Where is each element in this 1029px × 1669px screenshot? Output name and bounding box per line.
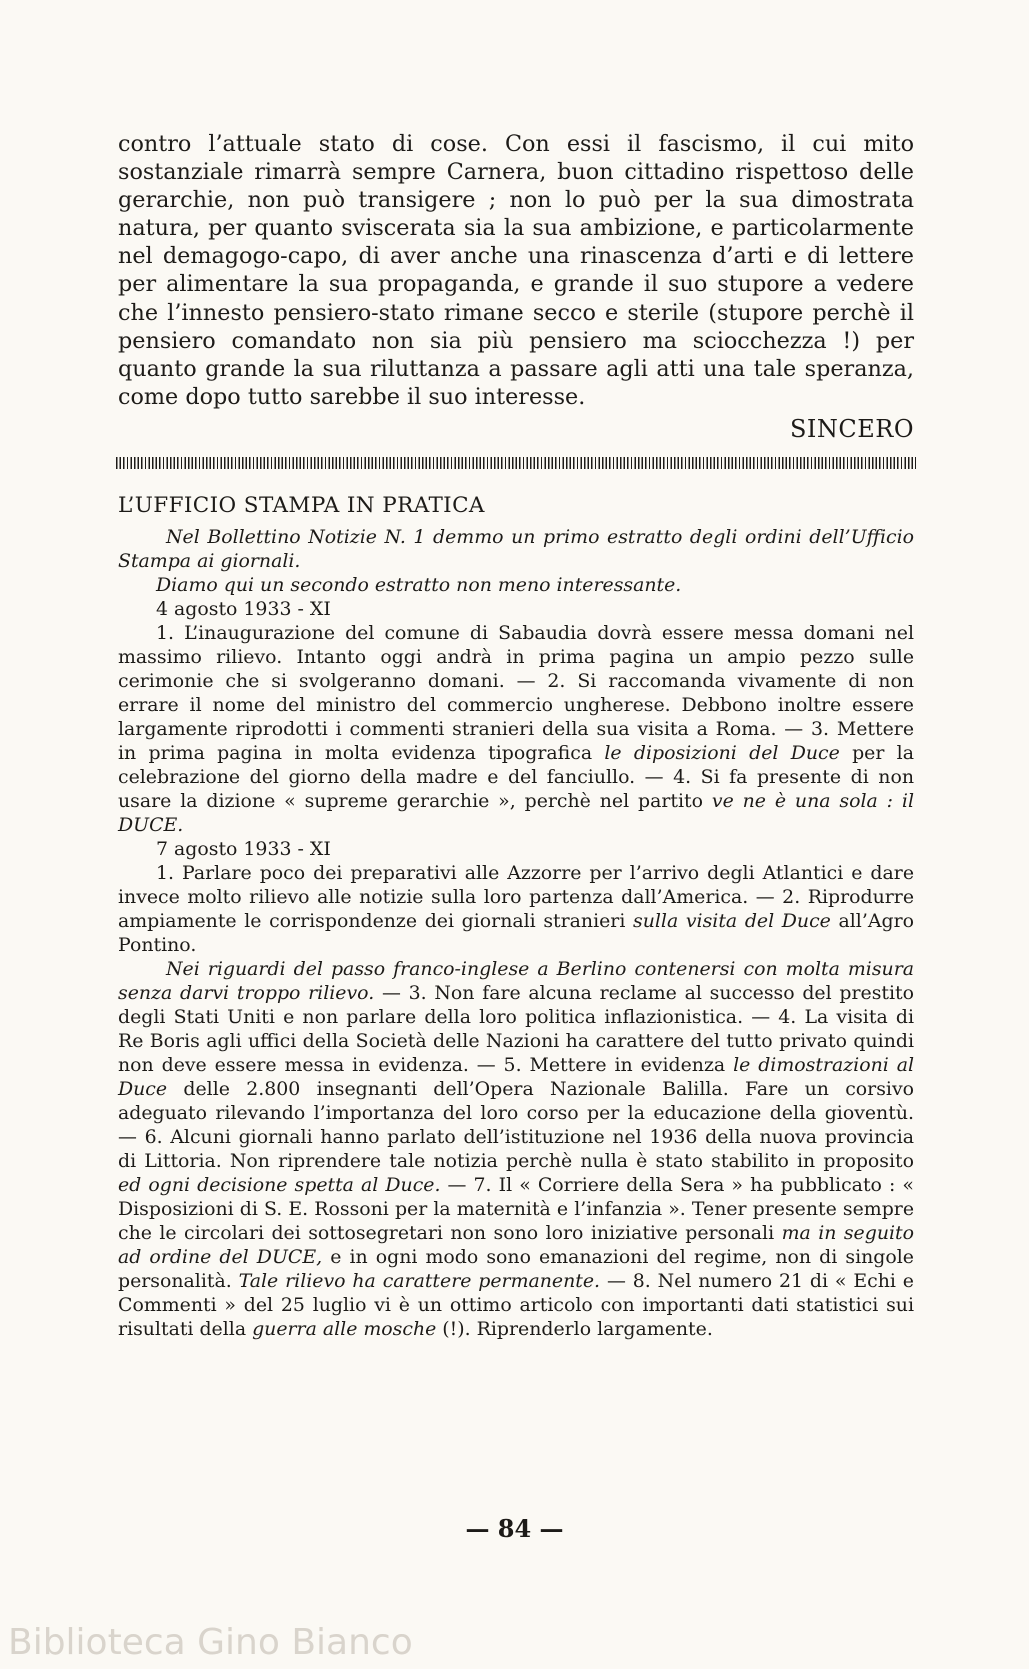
text-run: all’Agro Pontino. — [118, 909, 914, 956]
text-run: — 8. Nel numero 21 di « Echi e Commenti » del 25 luglio vi è un ottimo articolo con importanti dati statistici sui risultati della — [118, 1269, 914, 1340]
orders-block-3 — [118, 957, 914, 1341]
text-run: delle 2.800 insegnanti dell’Opera Nazionale Balilla. Fare un corsivo adeguato rilevando l’importanza del loro corso per la educazione della gioventù. — 6. Alcuni giornali hanno parlato dell’istituzione nel 1936 della nuova provincia di Littoria. Non riprendere tale notizia perchè nulla è stato stabilito in proposito — [118, 1077, 914, 1172]
italic-run: le dimostrazioni al Duce — [118, 1053, 914, 1100]
text-run: — 7. Il « Corriere della Sera » ha pubblicato : « Disposizioni di S. E. Rossoni per la maternità e l’infanzia ». Tener presente sempre che le circolari dei sottosegretari non sono loro iniziative personali — [118, 1173, 914, 1244]
italic-run: ma in seguito ad ordine del DUCE, — [118, 1221, 914, 1268]
intro-paragraph: Nel Bollettino Notizie N. 1 demmo un primo estratto degli ordini dell’Ufficio Stampa ai giornali. — [118, 525, 914, 572]
italic-run: Tale rilievo ha carattere permanente. — [238, 1269, 601, 1292]
page-body — [118, 130, 914, 1341]
text-run: per la celebrazione del giorno della madre e del fanciullo. — 4. Si fa presente di non usare la dizione « supreme gerarchie », perchè nel partito — [118, 741, 914, 812]
section-heading: L’UFFICIO STAMPA IN PRATICA — [118, 492, 485, 518]
intro-paragraph-2: Diamo qui un secondo estratto non meno interessante. — [156, 573, 682, 596]
page-number: — 84 — — [465, 1514, 564, 1543]
text-run: 1. L’inaugurazione del comune di Sabaudia dovrà essere messa domani nel massimo rilievo. Intanto oggi andrà in prima pagina un ampio pezzo sulle cerimonie che si svolgeranno domani. — 2. Si raccomanda vivamente di non errare il nome del ministro del commercio ungherese. Debbono inoltre essere largamente riprodotti i commenti stranieri della sua visita a Roma. — 3. Mettere in prima pagina in molta evidenza tipografica — [118, 621, 914, 764]
orders-block-1 — [118, 621, 914, 837]
italic-run: Nei riguardi del passo franco-inglese a Berlino contenersi con molta misura senza darvi troppo rilievo. — [118, 957, 914, 1004]
text-run: 1. Parlare poco dei preparativi alle Azzorre per l’arrivo degli Atlantici e dare invece molto rilievo alle notizie sulla loro partenza dall’America. — 2. Riprodurre ampiamente le corrispondenze dei giornali stranieri — [118, 861, 914, 932]
date-text-1: 4 agosto 1933 - XI — [156, 597, 331, 620]
date-text-2: 7 agosto 1933 - XI — [156, 837, 331, 860]
date-heading-1 — [118, 597, 914, 621]
decorative-rule — [116, 457, 916, 469]
italic-run: ve ne è una sola : il DUCE. — [118, 789, 914, 836]
italic-run: le diposizioni del Duce — [604, 741, 840, 764]
watermark: Biblioteca Gino Bianco — [8, 1622, 413, 1663]
text-run: (!). Riprenderlo largamente. — [436, 1317, 713, 1340]
italic-run: ed ogni decisione spetta al Duce. — [118, 1173, 441, 1196]
top-paragraph: contro l’attuale stato di cose. Con essi il fascismo, il cui mito sostanziale rimarrà sempre Carnera, buon cittadino rispettoso delle gerarchie, non può transigere ; non lo può per la sua dimostrata natura, per quanto sviscerata sia la sua ambizione, e particolarmente nel demagogo-capo, di aver anche una rinascenza d’arti e di lettere per alimentare la sua propaganda, e grande il suo stupore a vedere che l’innesto pensiero-stato rimane secco e sterile (stupore perchè il pensiero comandato non sia più pensiero ma sciocchezza !) per quanto grande la sua riluttanza a passare agli atti una tale speranza, come dopo tutto sarebbe il suo interesse. — [118, 131, 914, 410]
text-run: e in ogni modo sono emanazioni del regime, non di singole personalità. — [118, 1245, 914, 1292]
italic-run: sulla visita del Duce — [633, 909, 831, 932]
signature: SINCERO — [789, 414, 914, 443]
italic-run: guerra alle mosche — [252, 1317, 437, 1340]
date-heading-2 — [118, 837, 914, 861]
orders-block-2 — [118, 861, 914, 957]
text-run: — 3. Non fare alcuna reclame al successo del prestito degli Stati Uniti e non parlare della loro politica inflazionistica. — 4. La visita di Re Boris agli uffici della Società delle Nazioni ha carattere del tutto privato quindi non deve essere messa in evidenza. — 5. Mettere in evidenza — [118, 981, 914, 1076]
